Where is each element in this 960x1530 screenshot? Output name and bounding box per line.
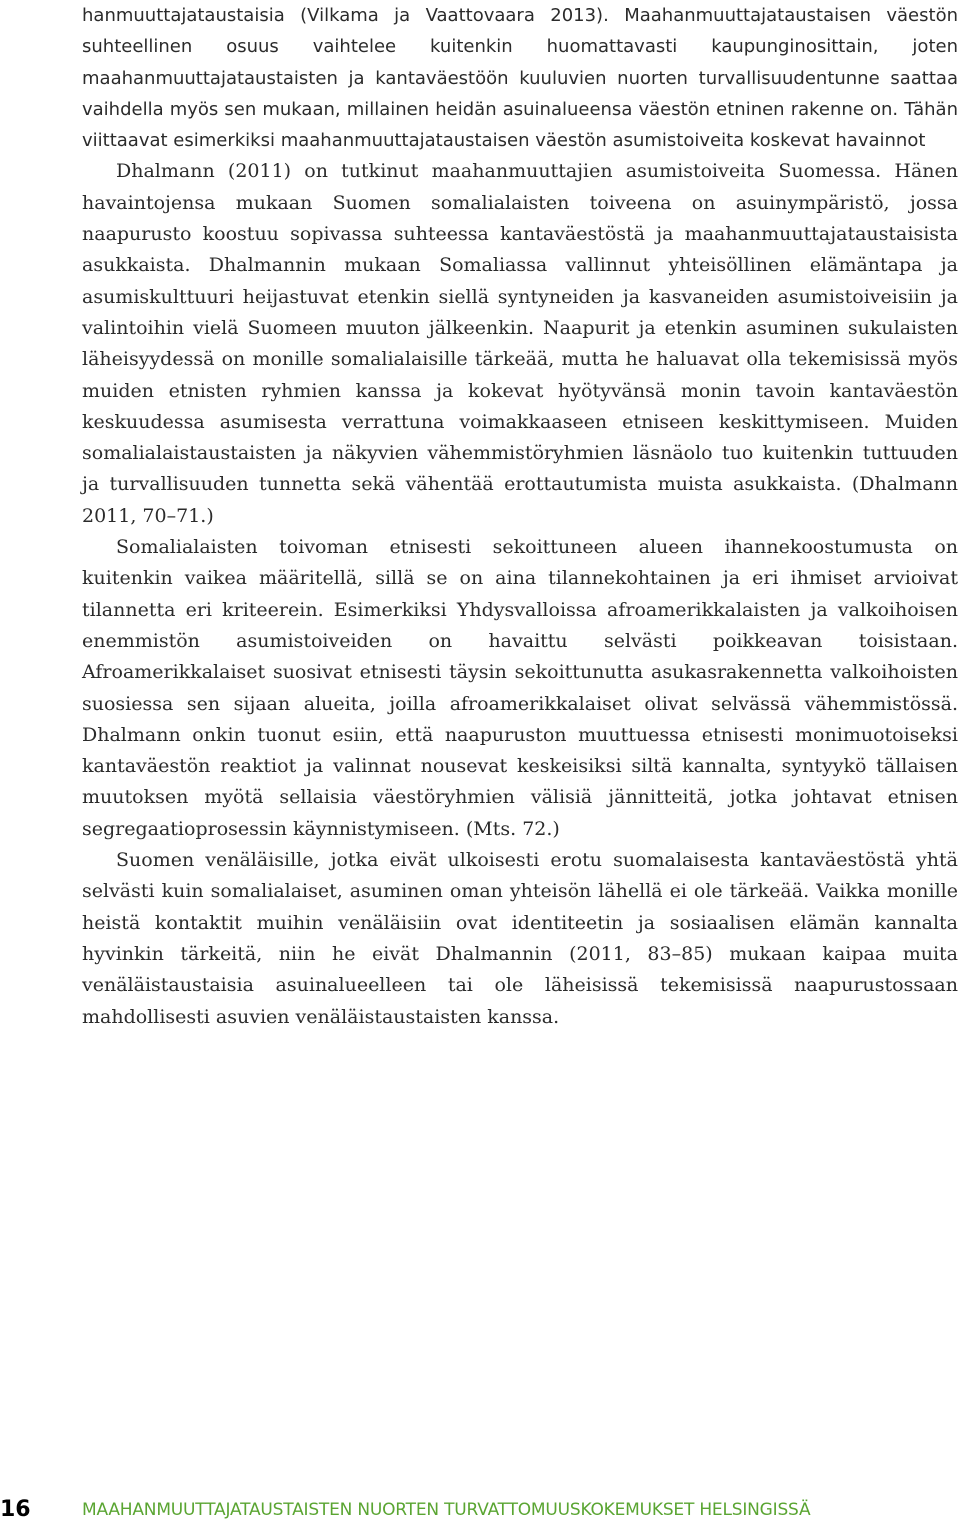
paragraph-1: hanmuuttajataustaisia (Vilkama ja Vaattovaara 2013). Maahanmuuttajataustaisen väestön suhteellinen osuus vaihtelee kuitenkin huomattavasti kaupunginosittain, joten maahanmuuttajataustaisten ja kantaväestöön kuuluvien nuorten turvallisuudentunne saattaa vaihdella myös sen mukaan, millainen heidän asuinalueensa väestön etninen rakenne on. Tähän viittaavat esimerkiksi maahanmuuttajataustaisen väestön asumistoiveita koskevat havainnot bbox=[82, 5, 958, 152]
paragraph-3: Somalialaisten toivoman etnisesti sekoittuneen alueen ihannekoostumusta on kuitenkin vaikea määritellä, sillä se on aina tilannekohtainen ja eri ihmiset arvioivat tilannetta eri kriteerein. Esimerkiksi Yhdysvalloissa afroamerikkalaisten ja valkoihoisen enemmistön asumistoiveiden on havaittu selvästi poikkeavan toisistaan. Afroamerikkalaiset suosivat etnisesti täysin sekoittunutta asukasrakennetta valkoihoisten suosiessa sen sijaan alueita, joilla afroamerikkalaiset olivat selvässä vähemmistössä. Dhalmann onkin tuonut esiin, että naapuruston muuttuessa etnisesti monimuotoiseksi kantaväestön reaktiot ja valinnat nousevat keskeisiksi siltä kannalta, syntyykö tällaisen muutoksen myötä sellaisia väestöryhmien välisiä jännitteitä, jotka johtavat etnisen segregaatioprosessin käynnistymiseen. (Mts. 72.) bbox=[82, 536, 958, 840]
page-footer bbox=[0, 1497, 960, 1529]
running-title: MAAHANMUUTTAJATAUSTAISTEN NUORTEN TURVATTOMUUSKOKEMUKSET HELSINGISSÄ bbox=[82, 1500, 811, 1520]
paragraph-2: Dhalmann (2011) on tutkinut maahanmuuttajien asumistoiveita Suomessa. Hänen havaintojensa mukaan Suomen somalialaisten toiveena on asuinympäristö, jossa naapurusto koostuu sopivassa suhteessa kantaväestöstä ja maahanmuuttajataustaisista asukkaista. Dhalmannin mukaan Somaliassa vallinnut yhteisöllinen elämäntapa ja asumiskulttuuri heijastuvat etenkin siellä syntyneiden ja kasvaneiden asumistoiveisiin ja valintoihin vielä Suomeen muuton jälkeenkin. Naapurit ja etenkin asuminen sukulaisten läheisyydessä on monille somalialaisille tärkeää, mutta he haluavat olla tekemisissä myös muiden etnisten ryhmien kanssa ja kokevat hyötyvänsä monin tavoin kantaväestön keskuudessa asumisesta verrattuna voimakkaaseen etniseen keskittymiseen. Muiden somalialaistaustaisten ja näkyvien vähemmistöryhmien läsnäolo tuo kuitenkin tuttuuden ja turvallisuuden tunnetta sekä vähentää erottautumista muista asukkaista. (Dhalmann 2011, 70–71.) bbox=[82, 160, 958, 527]
body-text bbox=[82, 0, 958, 1033]
paragraph-4: Suomen venäläisille, jotka eivät ulkoisesti erotu suomalaisesta kantaväestöstä yhtä selvästi kuin somalialaiset, asuminen oman yhteisön lähellä ei ole tärkeää. Vaikka monille heistä kontaktit muihin venäläisiin ovat identiteetin ja sosiaalisen elämän kannalta hyvinkin tärkeitä, niin he eivät Dhalmannin (2011, 83–85) mukaan kaipaa muita venäläistaustaisia asuinalueelleen tai ole läheisissä tekemisissä naapurustossaan mahdollisesti asuvien venäläistaustaisten kanssa. bbox=[82, 849, 958, 1028]
page-number: 16 bbox=[0, 1497, 31, 1522]
